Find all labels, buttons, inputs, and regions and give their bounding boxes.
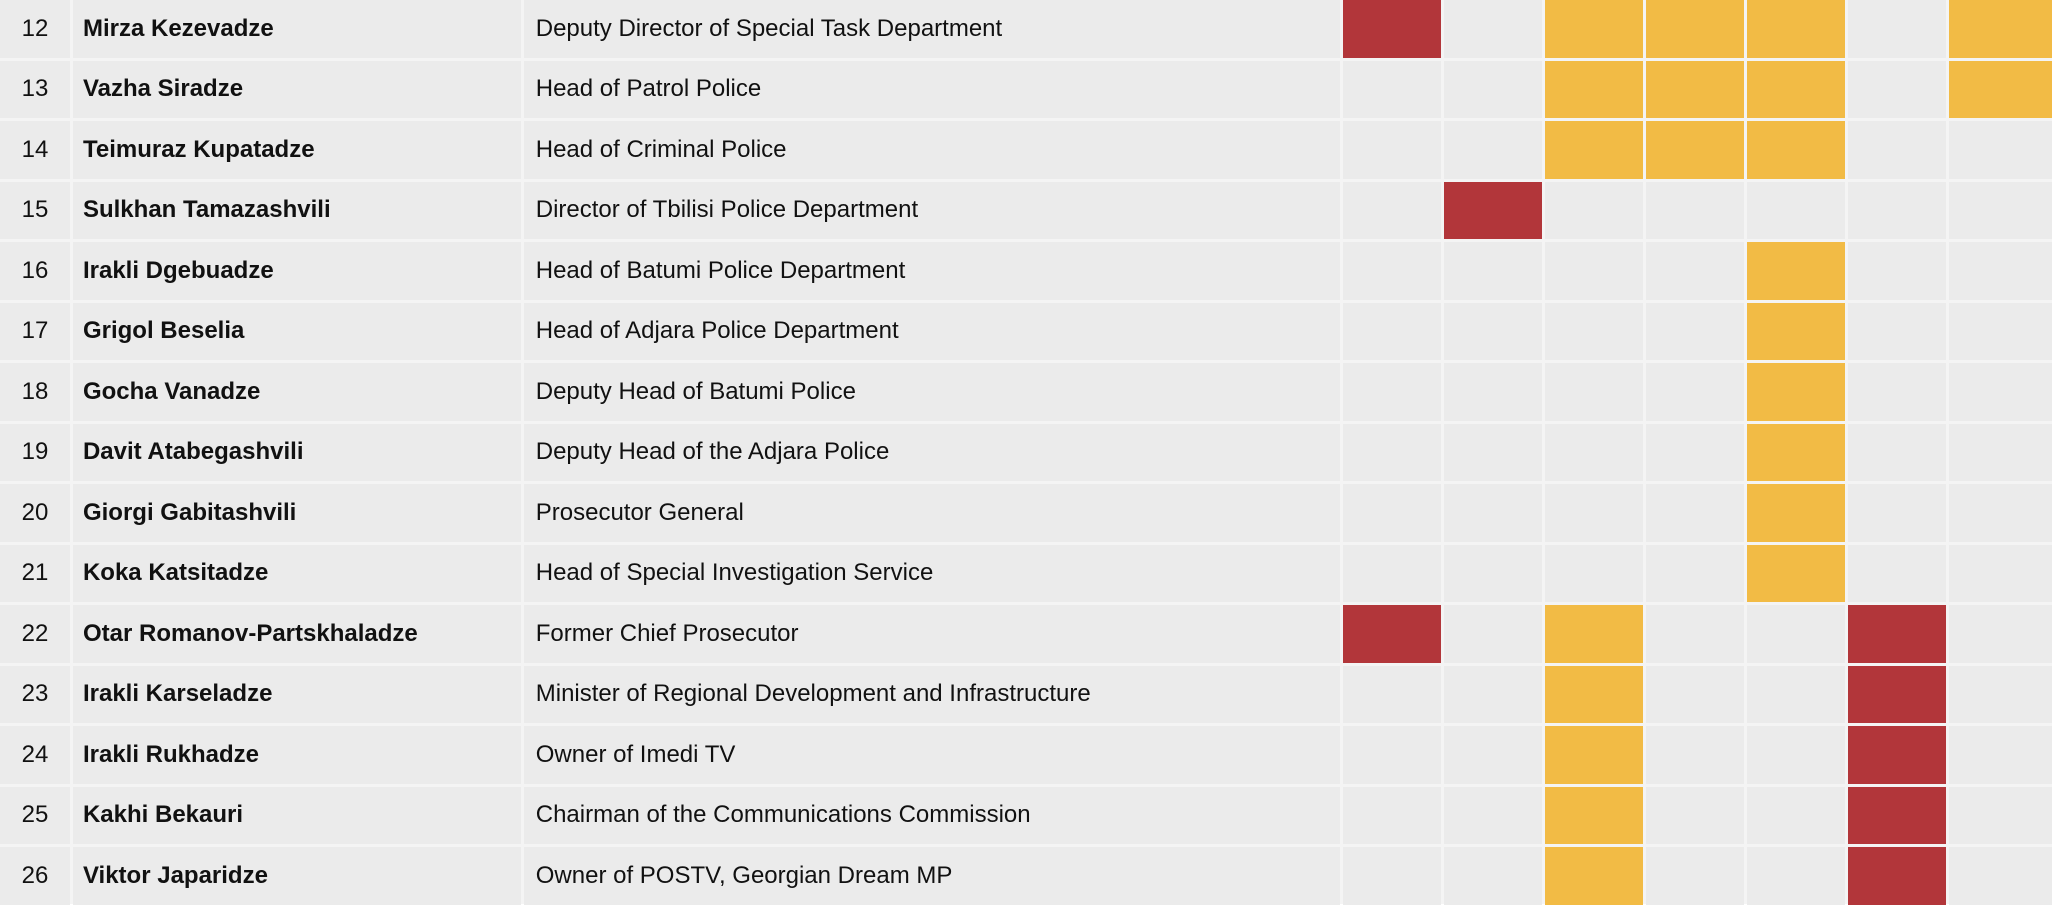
mark-cell-empty	[1343, 182, 1441, 240]
row-number: 21	[0, 545, 70, 603]
mark-cell-empty	[1343, 121, 1441, 179]
mark-cell-empty	[1444, 424, 1542, 482]
mark-cell-empty	[1747, 787, 1845, 845]
mark-cell-empty	[1646, 847, 1744, 905]
mark-cell-empty	[1444, 545, 1542, 603]
mark-cell-empty	[1848, 484, 1946, 542]
person-name: Kakhi Bekauri	[73, 787, 521, 845]
mark-cell-empty	[1949, 484, 2052, 542]
mark-cell-empty	[1545, 363, 1643, 421]
mark-cell-empty	[1545, 242, 1643, 300]
mark-cell-red	[1848, 605, 1946, 663]
person-position: Head of Special Investigation Service	[524, 545, 1341, 603]
mark-cell-red	[1848, 726, 1946, 784]
row-number: 23	[0, 666, 70, 724]
mark-cell-yellow	[1646, 0, 1744, 58]
mark-cell-empty	[1343, 363, 1441, 421]
mark-cell-empty	[1343, 424, 1441, 482]
mark-cell-yellow	[1545, 787, 1643, 845]
table-row	[0, 61, 2052, 119]
person-name: Viktor Japaridze	[73, 847, 521, 905]
mark-cell-yellow	[1949, 0, 2052, 58]
mark-cell-empty	[1343, 726, 1441, 784]
person-position: Minister of Regional Development and Infrastructure	[524, 666, 1341, 724]
mark-cell-empty	[1444, 847, 1542, 905]
mark-cell-empty	[1545, 303, 1643, 361]
row-number: 24	[0, 726, 70, 784]
person-position: Head of Patrol Police	[524, 61, 1341, 119]
mark-cell-red	[1343, 605, 1441, 663]
row-number: 18	[0, 363, 70, 421]
row-number: 22	[0, 605, 70, 663]
person-name: Davit Atabegashvili	[73, 424, 521, 482]
mark-cell-empty	[1646, 605, 1744, 663]
row-number: 20	[0, 484, 70, 542]
mark-cell-empty	[1444, 363, 1542, 421]
row-number: 25	[0, 787, 70, 845]
table-row	[0, 0, 2052, 58]
table-row	[0, 484, 2052, 542]
mark-cell-empty	[1444, 605, 1542, 663]
row-number: 15	[0, 182, 70, 240]
table-row	[0, 121, 2052, 179]
person-name: Grigol Beselia	[73, 303, 521, 361]
mark-cell-empty	[1646, 303, 1744, 361]
mark-cell-yellow	[1747, 242, 1845, 300]
mark-cell-empty	[1646, 424, 1744, 482]
mark-cell-yellow	[1747, 61, 1845, 119]
row-number: 14	[0, 121, 70, 179]
mark-cell-empty	[1646, 545, 1744, 603]
mark-cell-empty	[1949, 787, 2052, 845]
row-number: 17	[0, 303, 70, 361]
mark-cell-yellow	[1545, 121, 1643, 179]
mark-cell-empty	[1545, 182, 1643, 240]
person-name: Otar Romanov-Partskhaladze	[73, 605, 521, 663]
mark-cell-empty	[1848, 182, 1946, 240]
mark-cell-empty	[1646, 726, 1744, 784]
person-name: Koka Katsitadze	[73, 545, 521, 603]
table-row	[0, 847, 2052, 905]
mark-cell-empty	[1444, 61, 1542, 119]
mark-cell-empty	[1343, 787, 1441, 845]
table-row	[0, 303, 2052, 361]
person-position: Owner of POSTV, Georgian Dream MP	[524, 847, 1341, 905]
person-position: Chairman of the Communications Commission	[524, 787, 1341, 845]
person-name: Irakli Dgebuadze	[73, 242, 521, 300]
mark-cell-empty	[1343, 61, 1441, 119]
row-number: 19	[0, 424, 70, 482]
table-row	[0, 242, 2052, 300]
mark-cell-empty	[1343, 303, 1441, 361]
mark-cell-red	[1848, 666, 1946, 724]
mark-cell-empty	[1747, 847, 1845, 905]
mark-cell-yellow	[1747, 363, 1845, 421]
mark-cell-empty	[1444, 121, 1542, 179]
mark-cell-yellow	[1747, 424, 1845, 482]
person-position: Head of Criminal Police	[524, 121, 1341, 179]
mark-cell-empty	[1444, 787, 1542, 845]
mark-cell-red	[1343, 0, 1441, 58]
mark-cell-empty	[1444, 0, 1542, 58]
mark-cell-yellow	[1747, 121, 1845, 179]
mark-cell-yellow	[1949, 61, 2052, 119]
mark-cell-empty	[1949, 545, 2052, 603]
table-row	[0, 424, 2052, 482]
mark-cell-empty	[1949, 182, 2052, 240]
table-row	[0, 545, 2052, 603]
mark-cell-empty	[1747, 726, 1845, 784]
mark-cell-yellow	[1545, 666, 1643, 724]
mark-cell-empty	[1949, 363, 2052, 421]
person-name: Irakli Rukhadze	[73, 726, 521, 784]
mark-cell-empty	[1848, 242, 1946, 300]
mark-cell-empty	[1545, 424, 1643, 482]
table-row	[0, 666, 2052, 724]
mark-cell-empty	[1949, 847, 2052, 905]
mark-cell-empty	[1949, 666, 2052, 724]
mark-cell-empty	[1949, 303, 2052, 361]
mark-cell-empty	[1646, 666, 1744, 724]
person-name: Gocha Vanadze	[73, 363, 521, 421]
mark-cell-empty	[1848, 363, 1946, 421]
mark-cell-empty	[1949, 605, 2052, 663]
mark-cell-yellow	[1747, 303, 1845, 361]
mark-cell-empty	[1949, 424, 2052, 482]
table-row	[0, 182, 2052, 240]
mark-cell-empty	[1747, 666, 1845, 724]
mark-cell-empty	[1949, 726, 2052, 784]
table-row	[0, 726, 2052, 784]
mark-cell-empty	[1848, 61, 1946, 119]
mark-cell-yellow	[1747, 484, 1845, 542]
person-position: Director of Tbilisi Police Department	[524, 182, 1341, 240]
mark-cell-yellow	[1545, 61, 1643, 119]
mark-cell-empty	[1747, 182, 1845, 240]
mark-cell-empty	[1848, 545, 1946, 603]
person-name: Teimuraz Kupatadze	[73, 121, 521, 179]
mark-cell-red	[1444, 182, 1542, 240]
mark-cell-empty	[1343, 847, 1441, 905]
person-position: Former Chief Prosecutor	[524, 605, 1341, 663]
mark-cell-empty	[1646, 363, 1744, 421]
mark-cell-red	[1848, 787, 1946, 845]
mark-cell-yellow	[1747, 545, 1845, 603]
mark-cell-empty	[1444, 303, 1542, 361]
mark-cell-yellow	[1545, 605, 1643, 663]
mark-cell-red	[1848, 847, 1946, 905]
mark-cell-empty	[1646, 242, 1744, 300]
mark-cell-empty	[1646, 787, 1744, 845]
mark-cell-empty	[1343, 666, 1441, 724]
mark-cell-empty	[1646, 484, 1744, 542]
person-name: Mirza Kezevadze	[73, 0, 521, 58]
person-position: Deputy Director of Special Task Department	[524, 0, 1341, 58]
person-position: Head of Adjara Police Department	[524, 303, 1341, 361]
person-position: Deputy Head of the Adjara Police	[524, 424, 1341, 482]
mark-cell-empty	[1444, 484, 1542, 542]
table-row	[0, 605, 2052, 663]
table-row	[0, 363, 2052, 421]
row-number: 12	[0, 0, 70, 58]
mark-cell-empty	[1444, 242, 1542, 300]
mark-cell-yellow	[1545, 0, 1643, 58]
person-position: Head of Batumi Police Department	[524, 242, 1341, 300]
mark-cell-empty	[1747, 605, 1845, 663]
person-name: Sulkhan Tamazashvili	[73, 182, 521, 240]
mark-cell-empty	[1545, 545, 1643, 603]
mark-cell-empty	[1848, 303, 1946, 361]
mark-cell-empty	[1343, 242, 1441, 300]
person-name: Vazha Siradze	[73, 61, 521, 119]
person-name: Giorgi Gabitashvili	[73, 484, 521, 542]
person-position: Deputy Head of Batumi Police	[524, 363, 1341, 421]
mark-cell-empty	[1949, 242, 2052, 300]
mark-cell-empty	[1444, 726, 1542, 784]
mark-cell-yellow	[1545, 726, 1643, 784]
person-position: Owner of Imedi TV	[524, 726, 1341, 784]
mark-cell-empty	[1848, 121, 1946, 179]
person-name: Irakli Karseladze	[73, 666, 521, 724]
mark-cell-yellow	[1747, 0, 1845, 58]
mark-cell-empty	[1444, 666, 1542, 724]
person-position: Prosecutor General	[524, 484, 1341, 542]
mark-cell-empty	[1848, 424, 1946, 482]
mark-cell-yellow	[1545, 847, 1643, 905]
mark-cell-yellow	[1646, 121, 1744, 179]
table-row	[0, 787, 2052, 845]
row-number: 16	[0, 242, 70, 300]
row-number: 26	[0, 847, 70, 905]
mark-cell-empty	[1343, 484, 1441, 542]
row-number: 13	[0, 61, 70, 119]
mark-cell-empty	[1545, 484, 1643, 542]
mark-cell-empty	[1848, 0, 1946, 58]
mark-cell-empty	[1343, 545, 1441, 603]
mark-cell-empty	[1646, 182, 1744, 240]
mark-cell-empty	[1949, 121, 2052, 179]
mark-cell-yellow	[1646, 61, 1744, 119]
